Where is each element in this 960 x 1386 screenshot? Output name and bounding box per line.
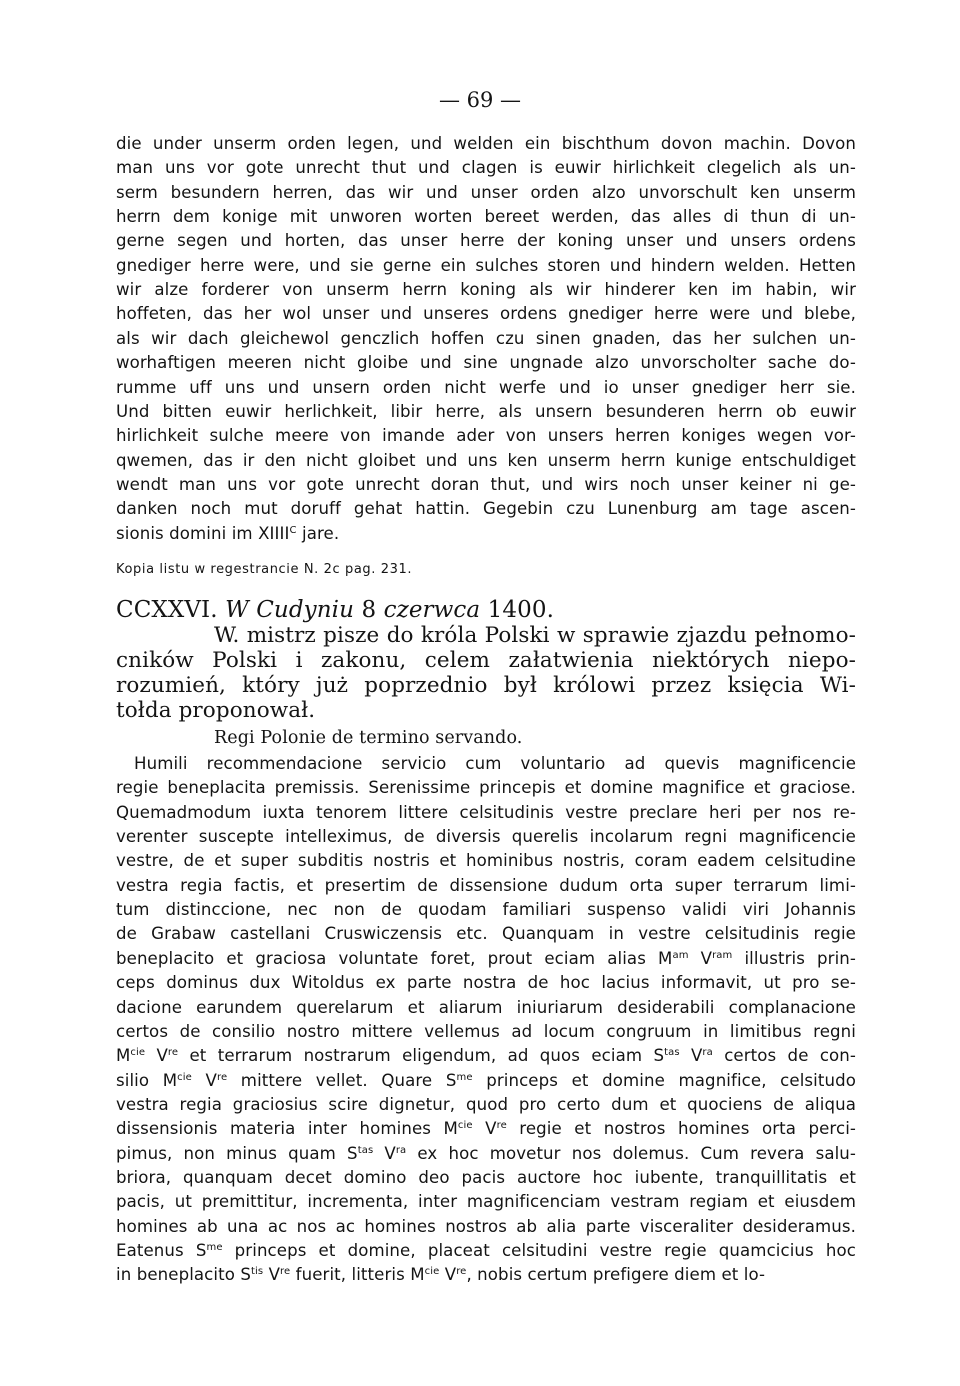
text-fragment: jare.: [296, 523, 340, 543]
document-month: czerwca: [383, 597, 481, 623]
superscript: cie: [457, 1120, 473, 1132]
superscript: re: [167, 1047, 179, 1059]
text-line: [116, 1144, 856, 1164]
document-day: 8: [361, 597, 377, 623]
text-line: [116, 900, 856, 920]
text-line: wir alze forderer von unserm herrn koning als wir hinderer ken im habin, wir: [116, 280, 856, 300]
text-line: herrn dem konige mit unworen worten bereet werden, das alles di thun di un-: [116, 207, 856, 227]
superscript: tas: [664, 1047, 680, 1059]
text-line: [116, 1241, 856, 1261]
text-fragment: beneplacito et graciosa voluntate foret, prout eciam alias M: [116, 948, 673, 968]
text-line: hirlichkeit sulche meere von imande ader von unsers herren koniges wegen vor-: [116, 426, 856, 446]
text-fragment: ex hoc movetur nos dolemus. Cum revera salu-: [406, 1143, 856, 1163]
text-line: [116, 998, 856, 1018]
text-line: worhaftigen meeren nicht gloibe und sine ungnade alzo unvorscholter sache do-: [116, 353, 856, 373]
superscript: tas: [357, 1144, 374, 1156]
superscript: am: [672, 949, 689, 961]
text-fragment: V: [145, 1046, 168, 1066]
text-line: qwemen, das ir den nicht gloibet und uns ken unserm herrn kunige entschuldiget: [116, 450, 856, 470]
text-fragment: certos de con-: [712, 1046, 856, 1066]
text-line: [116, 1022, 856, 1042]
text-line: [116, 1265, 856, 1285]
summary-line: rozumień, który już poprzednio był królowi przez księcia Wi-: [116, 673, 856, 698]
superscript: re: [280, 1266, 291, 1278]
text-line: [116, 1217, 856, 1237]
text-fragment: V: [472, 1119, 497, 1139]
superscript: re: [456, 1266, 467, 1278]
text-fragment: fuerit, litteris M: [290, 1265, 425, 1285]
superscript: ram: [712, 949, 733, 961]
text-fragment: dacione earundem querelarum et aliarum iniuriarum desiderabili complanacione: [116, 997, 856, 1017]
text-fragment: illustris prin-: [732, 948, 857, 968]
superscript: me: [206, 1242, 223, 1253]
text-line: danken noch mut doruff gehat hattin. Gegebin czu Lunenburg am tage ascen-: [116, 499, 856, 519]
text-fragment: vestra regia graciosius scire dignetur, quod pro certo dum et quociens de aliqua: [116, 1094, 856, 1114]
text-fragment: tum distinccione, nec non de quodam familiari suspenso validi viri Johannis: [116, 900, 856, 920]
text-line: [116, 851, 856, 871]
summary-line: tołda proponował.: [116, 698, 316, 723]
text-fragment: V: [263, 1265, 281, 1285]
text-fragment: V: [679, 1046, 703, 1066]
letter-address: Regi Polonie de termino servando.: [214, 728, 523, 748]
text-line: [116, 1192, 856, 1212]
text-line: Und bitten euwir herlichkeit, libir herre, als unsern besunderen herrn ob euwir: [116, 401, 856, 421]
text-fragment: briora, quanquam decet domino deo pacis auctore hoc iubente, tranquillitatis et: [116, 1167, 856, 1187]
text-line: [116, 1119, 856, 1139]
superscript: ra: [395, 1144, 407, 1156]
page-number: — 69 —: [438, 88, 522, 112]
text-fragment: M: [116, 1046, 131, 1066]
text-line: [116, 1168, 856, 1188]
text-line: [116, 778, 856, 798]
text-fragment: V: [191, 1070, 217, 1090]
text-line: [116, 924, 856, 944]
text-fragment: et terrarum nostrarum eligendum, ad quos eciam S: [178, 1046, 665, 1066]
text-line: man uns vor gote unrecht thut und clagen is euwir hirlichkeit clegelich als un-: [116, 158, 856, 178]
text-line: rumme uff uns und unsern orden nicht werfe und io unser gnediger herr sie.: [116, 377, 856, 397]
text-line: [116, 1071, 856, 1091]
text-line: wendt man uns vor gote unrecht doran thut, und wirs noch unser keiner ni ge-: [116, 474, 856, 494]
text-line: die under unserm orden legen, und welden ein bischthum dovon machin. Dovon: [116, 134, 856, 153]
document-heading: [116, 597, 856, 623]
text-fragment: V: [439, 1265, 457, 1285]
text-fragment: Humili recommendacione servicio cum voluntario ad quevis magnificencie: [134, 754, 856, 773]
text-line: serm besundern herren, das wir und unser orden alzo unvorschult ken unserm: [116, 182, 856, 202]
text-line: gerne segen und horten, das unser herre der koning unser und unsers ordens: [116, 231, 856, 251]
text-fragment: princeps et domine, placeat celsitudini vestre regie quamcicius hoc: [222, 1241, 856, 1260]
text-fragment: regie beneplacita premissis. Serenissime princepis et domine magnifice et graciose.: [116, 778, 856, 798]
text-fragment: silio M: [116, 1070, 178, 1090]
text-fragment: in beneplacito S: [116, 1265, 251, 1285]
text-fragment: mittere vellet. Quare S: [227, 1070, 457, 1090]
summary-line: cników Polski i zakonu, celem załatwienia niektórych niepo-: [116, 648, 856, 673]
text-line: [116, 949, 856, 969]
text-fragment: dissensionis materia inter homines M: [116, 1119, 458, 1139]
text-fragment: V: [373, 1143, 396, 1163]
text-fragment: regie et nostros homines orta perci-: [506, 1119, 856, 1139]
text-line: [116, 1046, 856, 1066]
document-number: CCXXVI.: [116, 597, 218, 623]
text-fragment: pimus, non minus quam S: [116, 1143, 358, 1163]
text-fragment: Quemadmodum iuxta tenorem littere celsitudinis vestre preclare heri per nos re-: [116, 802, 856, 822]
superscript: re: [216, 1071, 228, 1083]
text-line: [116, 876, 856, 896]
text-fragment: verenter suscepte intelleximus, de diversis querelis incolarum regni magnificencie: [116, 827, 856, 847]
text-fragment: vestra regia factis, et presertim de dissensione dudum orta super terrarum limi-: [116, 875, 856, 895]
text-fragment: de Grabaw castellani Cruswiczensis etc. Quanquam in vestre celsitudinis regie: [116, 924, 856, 944]
text-line: [116, 803, 856, 823]
text-fragment: vestre, de et super subditis nostris et hominibus nostris, coram eadem celsitudine: [116, 851, 856, 871]
text-fragment: V: [688, 948, 713, 968]
text-line: als wir dach gleichewol genczlich hoffen czu sinen gnaden, das her sulchen un-: [116, 328, 856, 348]
text-fragment: pacis, ut premittitur, incrementa, inter magnificenciam vestram regiam et eiusdem: [116, 1192, 856, 1212]
superscript: cie: [177, 1071, 192, 1083]
text-fragment: Eatenus S: [116, 1241, 207, 1260]
text-fragment: ceps dominus dux Witoldus ex parte nostra de hoc lacius informavit, ut pro se-: [116, 973, 856, 993]
text-fragment: princeps et domine magnifice, celsitudo: [472, 1070, 856, 1090]
text-line: [116, 1095, 856, 1115]
text-line: [116, 827, 856, 847]
summary-line: W. mistrz pisze do króla Polski w sprawie zjazdu pełnomo-: [214, 623, 856, 648]
text-line: [116, 973, 856, 993]
superscript: cie: [130, 1047, 146, 1059]
superscript: re: [496, 1120, 507, 1132]
superscript: C: [289, 524, 297, 536]
text-fragment: certos de consilio nostro mittere vellemus ad locum congruum in limitibus regni: [116, 1021, 856, 1041]
text-line: [134, 754, 856, 774]
text-fragment: , nobis certum prefigere diem et lo-: [466, 1265, 766, 1285]
document-place: W Cudyniu: [225, 597, 355, 623]
text-fragment: homines ab una ac nos ac homines nostros ab alia parte visceraliter desideramus.: [116, 1216, 856, 1236]
superscript: tis: [250, 1266, 264, 1278]
text-line: gnediger herre were, und sie gerne ein sulches storen und hindern welden. Hetten: [116, 255, 856, 275]
source-note: Kopia listu w regestrancie N. 2c pag. 231.: [116, 562, 413, 577]
document-year: 1400.: [487, 597, 554, 623]
superscript: cie: [424, 1266, 440, 1278]
superscript: ra: [702, 1047, 713, 1059]
text-line: hoffeten, das her wol unser und unseres ordens gnediger herre were und blebe,: [116, 304, 856, 324]
superscript: me: [456, 1071, 473, 1083]
text-line: sionis domini im $XIIII^C$ jare.: [116, 523, 340, 543]
